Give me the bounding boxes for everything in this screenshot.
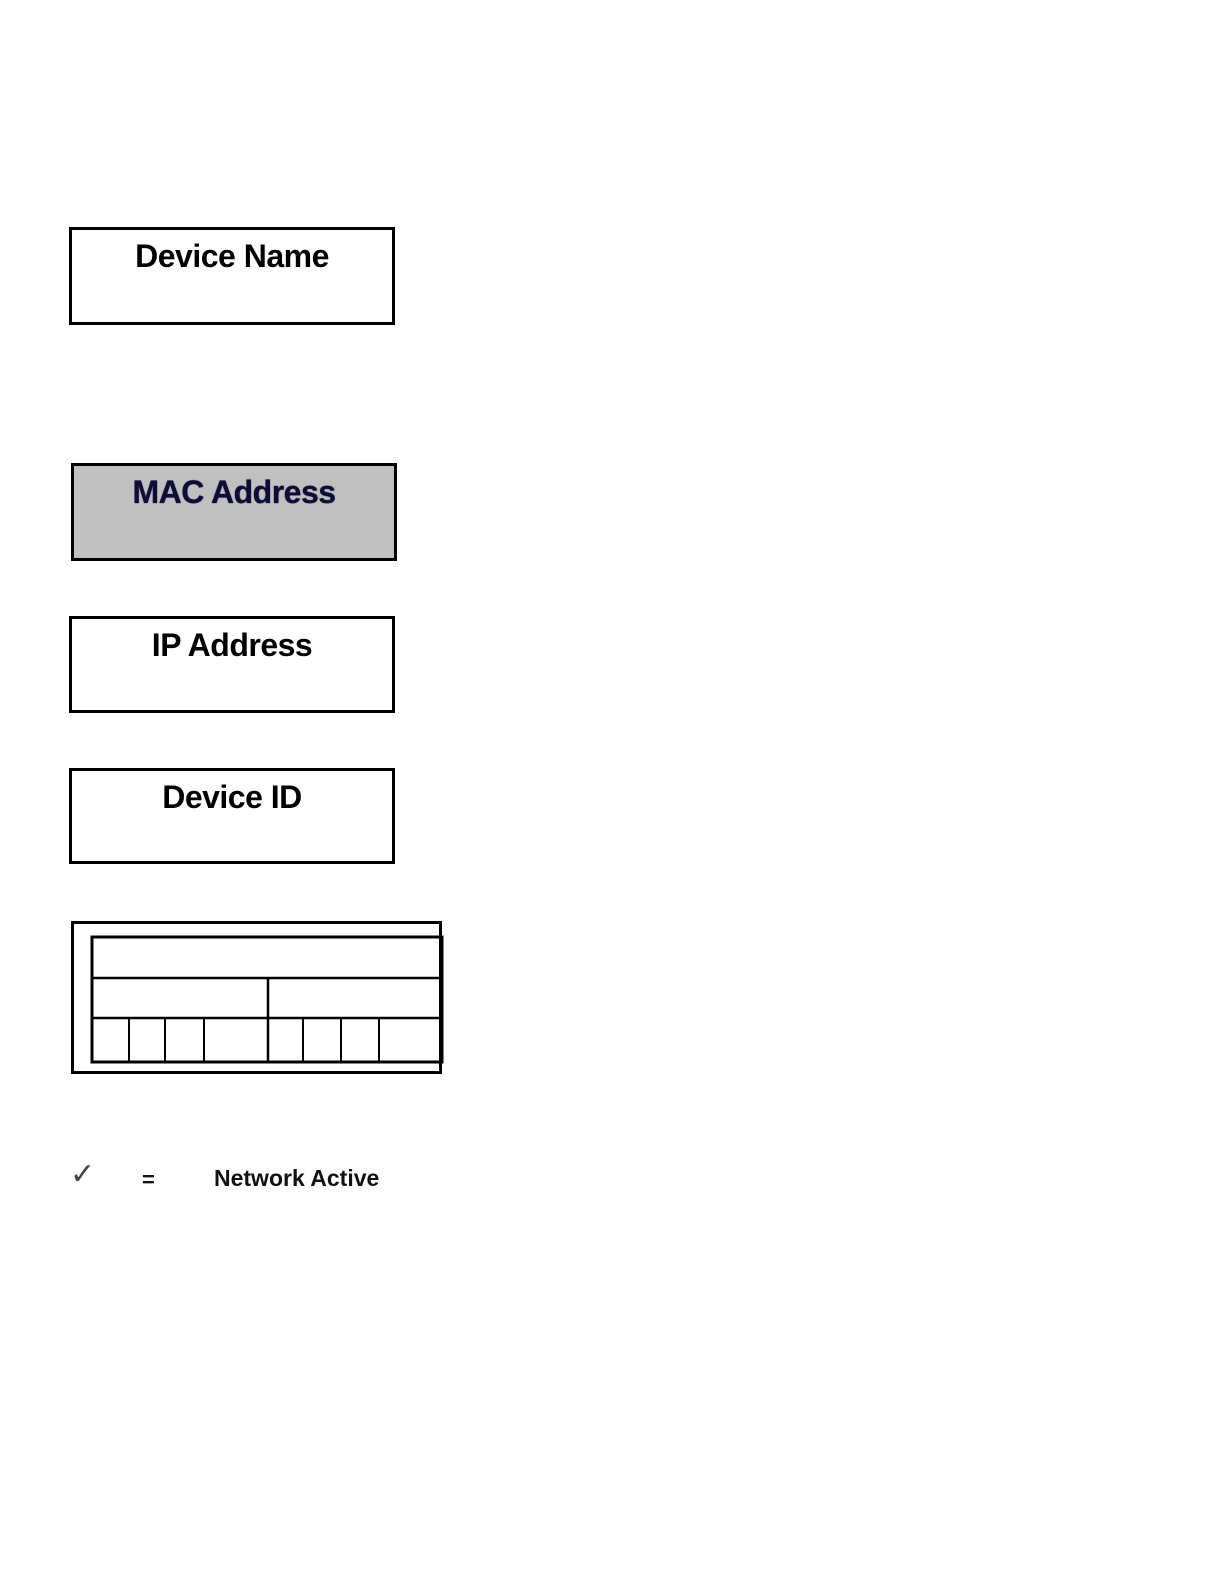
ip-address-box bbox=[69, 616, 395, 713]
ip-address-label: IP Address bbox=[151, 627, 313, 663]
check-icon: ✓ bbox=[70, 1157, 96, 1192]
device-name-box bbox=[69, 227, 395, 325]
legend-equals: = bbox=[142, 1167, 155, 1192]
legend-label: Network Active bbox=[214, 1165, 380, 1191]
device-name-label: Device Name bbox=[135, 238, 329, 274]
port-grid-panel bbox=[71, 921, 442, 1074]
device-id-label: Device ID bbox=[162, 779, 302, 815]
mac-address-box bbox=[71, 463, 397, 561]
device-id-box bbox=[69, 768, 395, 864]
legend bbox=[70, 1158, 470, 1198]
port-grid bbox=[74, 924, 445, 1077]
mac-address-label: MAC Address bbox=[132, 474, 336, 510]
